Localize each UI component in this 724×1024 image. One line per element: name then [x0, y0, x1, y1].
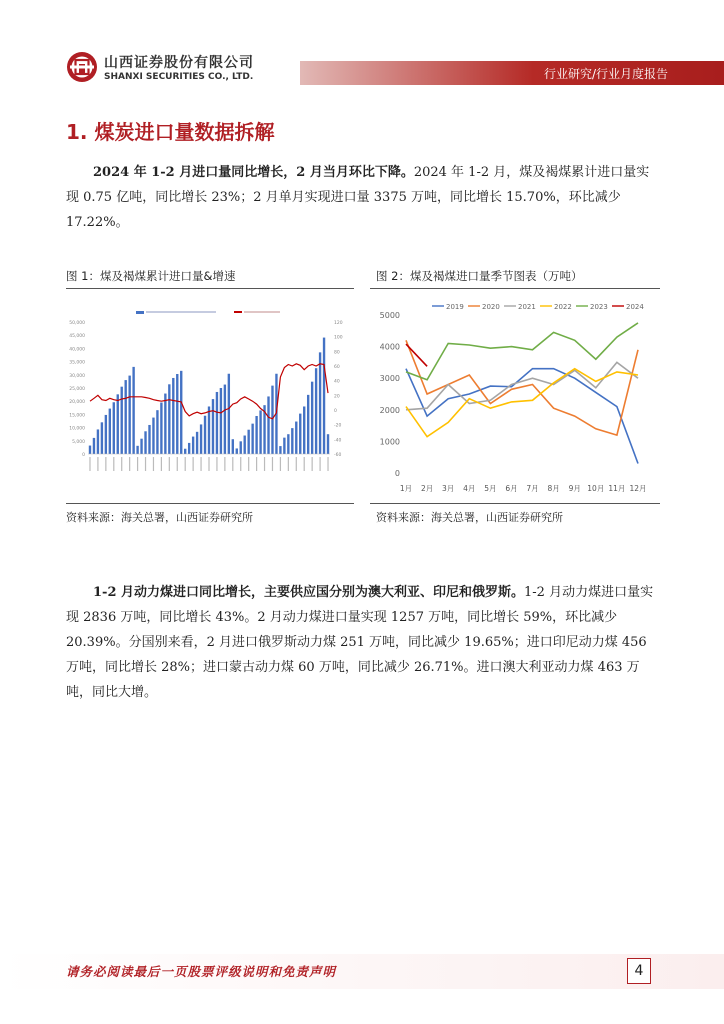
paragraph-2-lead: 1-2 月动力煤进口同比增长，主要供应国分别为澳大利亚、印尼和俄罗斯。 [93, 585, 525, 600]
x-tick: 5月 [484, 484, 497, 493]
bar [101, 422, 103, 454]
x-tick-label [224, 457, 225, 471]
y-left-tick: 5,000 [72, 439, 85, 445]
bar [192, 437, 194, 454]
bar [224, 385, 226, 454]
y-left-tick: 25,000 [69, 387, 85, 392]
bar [148, 425, 150, 454]
bar [109, 409, 111, 454]
figure-2-bottom-rule [370, 503, 660, 504]
figure-1-chart [66, 296, 354, 500]
x-tick-label [137, 457, 138, 471]
bar [247, 430, 249, 454]
x-tick-label [240, 457, 241, 471]
x-tick: 10月 [587, 484, 605, 493]
figure-1-bottom-rule [66, 503, 354, 504]
bar [208, 406, 210, 454]
paragraph-1-lead: 2024 年 1-2 月进口量同比增长，2 月当月环比下降。 [93, 165, 414, 180]
y-right-tick: 20 [334, 394, 340, 400]
legend-label: 2019 [446, 303, 464, 311]
series-line-2019 [406, 369, 638, 464]
figure-1-source: 资料来源：海关总署，山西证券研究所 [66, 511, 253, 524]
bar [97, 429, 99, 454]
x-tick: 6月 [505, 484, 518, 493]
bar [164, 394, 166, 454]
y-right-tick: 0 [334, 409, 337, 414]
bar [283, 438, 285, 454]
x-tick-label [145, 457, 146, 471]
bar [323, 338, 325, 454]
bar [160, 403, 162, 454]
x-tick: 3月 [442, 484, 455, 493]
y-tick: 0 [394, 469, 400, 478]
figure-2-title: 图 2：煤及褐煤进口量季节图表（万吨） [376, 269, 583, 283]
x-tick-label [169, 457, 170, 471]
x-tick-label [256, 457, 257, 471]
bar [128, 376, 130, 454]
y-left-tick: 0 [82, 453, 85, 458]
bar [327, 434, 329, 454]
legend-label: 2021 [518, 303, 536, 311]
figure-1-top-rule [66, 288, 354, 289]
x-tick: 1月 [399, 484, 413, 493]
bar [255, 416, 257, 454]
bar [172, 378, 174, 454]
bar [105, 415, 107, 454]
bar [204, 416, 206, 454]
bar [124, 380, 126, 454]
bar [232, 439, 234, 454]
legend-label: 2024 [626, 303, 644, 311]
y-left-tick: 50,000 [69, 321, 85, 326]
x-tick-label [113, 457, 114, 471]
bar [216, 392, 218, 454]
x-tick-label [208, 457, 209, 471]
bar [188, 443, 190, 454]
bar [152, 418, 154, 454]
y-right-tick: -20 [334, 423, 342, 429]
series-line-2020 [406, 340, 638, 435]
y-tick: 5000 [379, 311, 400, 320]
bar [132, 367, 134, 454]
bar [200, 424, 202, 454]
report-type: 行业研究/行业月度报告 [543, 67, 668, 81]
x-tick-label [193, 457, 194, 471]
company-name-en: SHANXI SECURITIES CO., LTD. [104, 72, 254, 82]
x-tick-label [177, 457, 178, 471]
bar [236, 448, 238, 454]
bar [228, 374, 230, 454]
footer-disclaimer: 请务必阅读最后一页股票评级说明和免责声明 [66, 964, 337, 979]
series-line-2022 [406, 369, 638, 437]
x-tick: 11月 [608, 484, 626, 493]
bar [303, 406, 305, 454]
y-tick: 4000 [379, 342, 400, 352]
x-tick-label [319, 457, 320, 471]
y-right-tick: 80 [334, 350, 340, 356]
x-tick-label [304, 457, 305, 471]
page-number: 4 [627, 958, 651, 984]
bar [291, 428, 293, 454]
bar [180, 371, 182, 454]
x-tick-label [89, 457, 90, 471]
bar [176, 374, 178, 454]
bar [315, 368, 317, 454]
bar [259, 410, 261, 454]
y-right-tick: 60 [334, 365, 340, 370]
y-tick: 2000 [379, 405, 400, 415]
x-tick-label [105, 457, 106, 471]
bar [156, 410, 158, 454]
bar [168, 384, 170, 454]
x-tick-label [216, 457, 217, 471]
x-tick: 9月 [568, 484, 581, 493]
x-tick: 8月 [547, 484, 560, 493]
section-title: 1. 煤炭进口量数据拆解 [66, 120, 275, 144]
bar [136, 446, 138, 454]
bar [271, 386, 273, 454]
x-tick-label [264, 457, 265, 471]
bar [93, 438, 95, 454]
x-tick: 12月 [629, 484, 647, 493]
legend-label: 2022 [554, 303, 572, 311]
x-tick-label [288, 457, 289, 471]
x-tick: 7月 [526, 484, 539, 493]
bar [307, 395, 309, 454]
x-tick-label [232, 457, 233, 471]
bar [140, 439, 142, 454]
x-tick-label [296, 457, 297, 471]
x-tick-label [312, 457, 313, 471]
bar [244, 436, 246, 454]
bar [220, 388, 222, 454]
paragraph-1 [66, 160, 660, 235]
legend-bar-swatch [136, 311, 144, 314]
bar [89, 446, 91, 454]
x-tick: 2月 [420, 484, 434, 493]
bar [295, 422, 297, 454]
bar [311, 382, 313, 454]
y-left-tick: 35,000 [69, 360, 85, 366]
y-right-tick: 120 [334, 321, 343, 326]
figure-1-title: 图 1：煤及褐煤累计进口量&增速 [66, 269, 236, 283]
x-tick-label [272, 457, 273, 471]
x-tick-label [327, 457, 328, 471]
series-line-2024 [406, 344, 427, 366]
x-tick: 4月 [463, 484, 476, 493]
y-right-tick: -40 [334, 438, 342, 444]
x-tick-label [121, 457, 122, 471]
y-left-tick: 40,000 [69, 347, 85, 353]
y-right-tick: 100 [334, 335, 343, 341]
x-tick-label [161, 457, 162, 471]
figure-2-source: 资料来源：海关总署，山西证券研究所 [376, 511, 563, 524]
page-header [0, 0, 724, 95]
x-tick-label [153, 457, 154, 471]
paragraph-2 [66, 580, 660, 705]
bar [212, 399, 214, 454]
y-right-tick: 40 [334, 379, 340, 385]
y-left-tick: 20,000 [69, 400, 85, 406]
x-tick-label [185, 457, 186, 471]
y-left-tick: 15,000 [69, 413, 85, 419]
company-name-cn: 山西证券股份有限公司 [104, 55, 254, 71]
y-left-tick: 45,000 [69, 334, 85, 340]
bar [251, 424, 253, 454]
y-left-tick: 10,000 [69, 426, 85, 432]
x-tick-label [280, 457, 281, 471]
bar [196, 432, 198, 454]
x-tick-label [129, 457, 130, 471]
bar [240, 441, 242, 454]
bar [319, 352, 321, 454]
bar [267, 396, 269, 454]
bar [299, 414, 301, 454]
legend-line-label-placeholder [244, 311, 280, 313]
company-logo-icon [66, 51, 98, 83]
x-tick-label [97, 457, 98, 471]
bar [121, 387, 123, 454]
paragraph-2-body: 1-2 月动力煤进口量实现 2836 万吨，同比增长 43%。2 月动力煤进口量实现 1257 万吨，同比增长 59%，环比减少 20.39%。分国别来看，2 月进口俄罗斯动力煤 251 万吨，同比减少 19.65%；进口印尼动力煤 456 万吨，同比增长 28%；进口蒙古动力煤 60 万吨，同比减少 26.71%。进口澳大利亚动力煤 463 万吨，同比大增。 [66, 585, 654, 700]
bar [144, 431, 146, 454]
bar [117, 394, 119, 454]
y-left-tick: 30,000 [69, 373, 85, 379]
x-tick-label [248, 457, 249, 471]
figure-2-chart [370, 294, 660, 500]
bar [184, 449, 186, 454]
bar [287, 434, 289, 454]
y-right-tick: -60 [334, 453, 342, 458]
legend-label: 2023 [590, 303, 608, 311]
legend-bar-label-placeholder [146, 311, 216, 313]
bar [113, 402, 115, 454]
paragraph-1-body: 2024 年 1-2 月，煤及褐煤累计进口量实现 0.75 亿吨，同比增长 23%；2 月单月实现进口量 3375 万吨，同比增长 15.70%，环比减少 17.22%。 [66, 165, 650, 230]
series-line-2023 [406, 323, 638, 380]
legend-label: 2020 [482, 303, 500, 311]
bar [279, 446, 281, 454]
y-tick: 1000 [379, 437, 400, 447]
figure-2-top-rule [370, 288, 660, 289]
x-tick-label [200, 457, 201, 471]
y-tick: 3000 [379, 374, 400, 384]
legend-line-swatch [234, 311, 242, 313]
